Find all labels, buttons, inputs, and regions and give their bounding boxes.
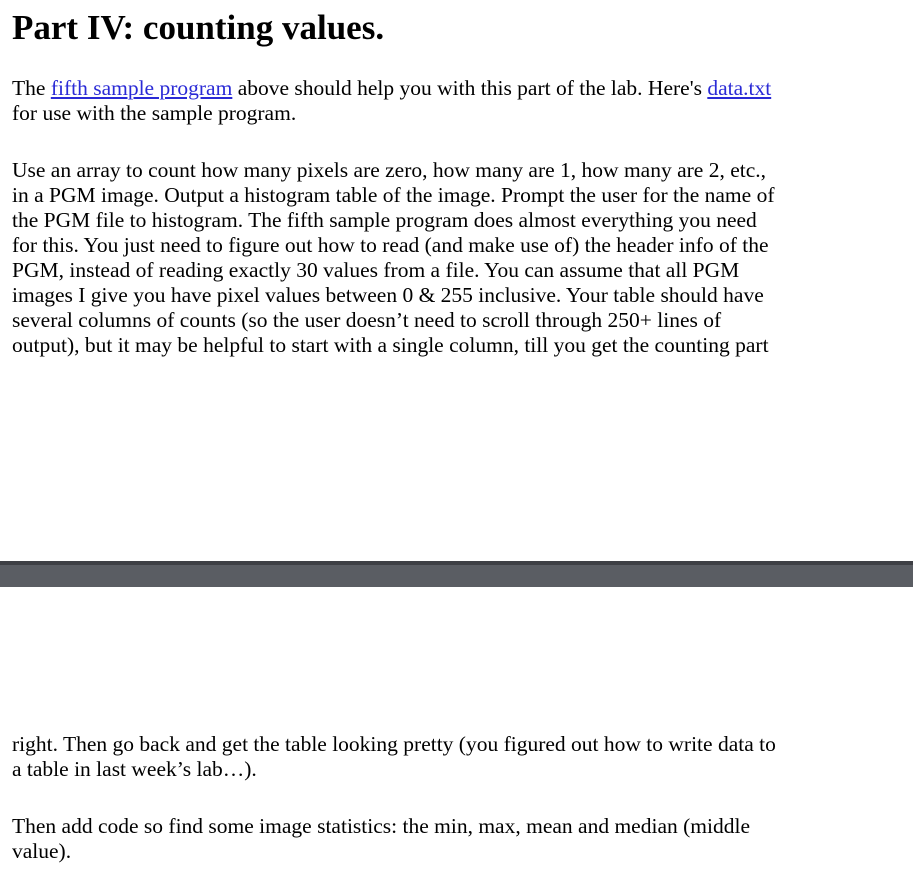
body-line: value). bbox=[12, 839, 72, 863]
statistics-paragraph bbox=[12, 814, 902, 864]
instructions-paragraph bbox=[12, 158, 902, 358]
intro-line-2: for use with the sample program. bbox=[12, 101, 297, 125]
body-line: in a PGM image. Output a histogram table of the image. Prompt the user for the name of bbox=[12, 183, 775, 207]
page-separator bbox=[0, 561, 913, 587]
intro-text-a: The bbox=[12, 76, 51, 100]
section-heading: Part IV: counting values. bbox=[12, 8, 385, 47]
body-line: Use an array to count how many pixels are zero, how many are 1, how many are 2, etc., bbox=[12, 158, 767, 182]
fifth-sample-program-link[interactable]: fifth sample program bbox=[50, 76, 233, 100]
intro-line-1 bbox=[12, 76, 902, 101]
body-line: several columns of counts (so the user doesn’t need to scroll through 250+ lines of bbox=[12, 308, 722, 332]
intro-paragraph bbox=[12, 76, 902, 126]
body-line: output), but it may be helpful to start with a single column, till you get the counting part bbox=[12, 333, 769, 357]
body-line: PGM, instead of reading exactly 30 values from a file. You can assume that all PGM bbox=[12, 258, 740, 282]
body-line: images I give you have pixel values between 0 & 255 inclusive. Your table should have bbox=[12, 283, 764, 307]
body-line: a table in last week’s lab…). bbox=[12, 757, 257, 781]
data-txt-link[interactable]: data.txt bbox=[707, 76, 772, 100]
body-line: Then add code so find some image statistics: the min, max, mean and median (middle bbox=[12, 814, 750, 838]
body-line: the PGM file to histogram. The fifth sample program does almost everything you need bbox=[12, 208, 757, 232]
intro-text-b: above should help you with this part of the lab. Here's bbox=[232, 76, 708, 100]
body-line: right. Then go back and get the table looking pretty (you figured out how to write data to bbox=[12, 732, 776, 756]
continuation-paragraph bbox=[12, 732, 902, 782]
document-page-2 bbox=[0, 587, 913, 881]
body-line: for this. You just need to figure out how to read (and make use of) the header info of the bbox=[12, 233, 769, 257]
